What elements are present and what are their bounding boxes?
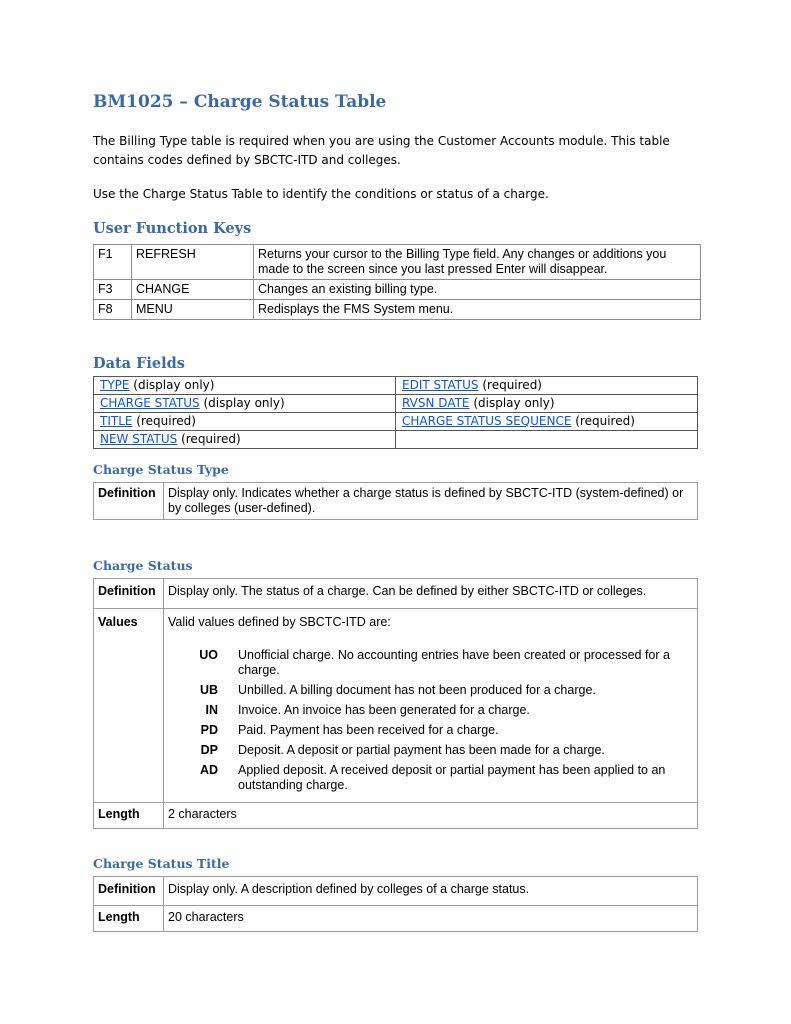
table-row [94,413,698,431]
function-keys-table [93,244,701,320]
table-row [94,877,698,906]
field-cell [396,395,698,413]
value-code: PD [200,723,218,737]
value-desc: Unofficial charge. No accounting entries have been created or processed for a charge. [238,648,670,677]
table-row [94,377,698,395]
values-intro: Valid values defined by SBCTC-ITD are: [168,615,391,629]
field-link-charge-status[interactable]: CHARGE STATUS [100,396,200,410]
field-note: (required) [177,432,241,446]
table-row [94,431,698,449]
table-row [94,280,701,300]
page-title: BM1025 – Charge Status Table [93,92,387,112]
list-item [168,683,693,698]
list-item [168,648,693,678]
field-note: (display only) [469,396,555,410]
table-row [94,803,698,829]
definition-text: Display only. A description defined by colleges of a charge status. [164,877,698,906]
field-note: (required) [478,378,542,392]
field-link-edit-status[interactable]: EDIT STATUS [402,378,479,392]
definition-text: Display only. Indicates whether a charge status is defined by SBCTC-ITD (system-defined) or by colleges (user-defined). [164,483,698,520]
field-cell-empty [396,431,698,449]
list-item [168,763,693,793]
charge-status-table [93,578,698,829]
definition-label: Definition [94,877,164,906]
key-name-cell: CHANGE [132,280,254,300]
length-value: 2 characters [164,803,698,829]
key-cell: F8 [94,300,132,320]
list-item [168,703,693,718]
length-value: 20 characters [164,906,698,932]
intro-paragraph-1: The Billing Type table is required when you are using the Customer Accounts module. This table contains codes defined by SBCTC-ITD and colleges. [93,134,670,167]
key-desc-cell: Returns your cursor to the Billing Type field. Any changes or additions you made to the screen since you last pressed Enter will disappear. [254,245,701,280]
value-code: DP [200,743,218,757]
field-link-charge-status-sequence[interactable]: CHARGE STATUS SEQUENCE [402,414,572,428]
value-desc: Unbilled. A billing document has not been produced for a charge. [238,683,596,697]
table-row [94,906,698,932]
field-cell [396,377,698,395]
data-fields-table [93,376,698,449]
charge-status-title-heading: Charge Status Title [93,856,230,871]
value-code: IN [205,703,218,717]
field-note: (display only) [129,378,215,392]
value-desc: Deposit. A deposit or partial payment has been made for a charge. [238,743,605,757]
field-cell [94,431,396,449]
field-link-rvsn-date[interactable]: RVSN DATE [402,396,470,410]
value-desc: Paid. Payment has been received for a charge. [238,723,499,737]
field-link-new-status[interactable]: NEW STATUS [100,432,178,446]
definition-label: Definition [94,579,164,609]
key-desc-cell: Changes an existing billing type. [254,280,701,300]
values-list [168,648,693,793]
field-cell [396,413,698,431]
field-note: (required) [132,414,196,428]
field-link-title[interactable]: TITLE [100,414,133,428]
charge-status-type-table [93,482,698,520]
key-cell: F1 [94,245,132,280]
table-row [94,395,698,413]
definition-text: Display only. The status of a charge. Can be defined by either SBCTC-ITD or colleges. [164,579,698,609]
list-item [168,743,693,758]
length-label: Length [94,803,164,829]
key-name-cell: MENU [132,300,254,320]
field-note: (required) [571,414,635,428]
values-cell [164,609,698,803]
table-row [94,579,698,609]
intro-paragraph-2: Use the Charge Status Table to identify the conditions or status of a charge. [93,187,549,201]
charge-status-title-table [93,876,698,932]
function-keys-heading: User Function Keys [93,220,252,237]
list-item [168,723,693,738]
values-label: Values [94,609,164,803]
charge-status-heading: Charge Status [93,558,193,573]
value-code: UB [199,683,218,697]
field-cell [94,377,396,395]
field-cell [94,395,396,413]
table-row [94,609,698,803]
table-row [94,300,701,320]
value-desc: Applied deposit. A received deposit or partial payment has been applied to an outstanding charge. [238,763,666,792]
data-fields-heading: Data Fields [93,355,185,372]
key-name-cell: REFRESH [132,245,254,280]
key-cell: F3 [94,280,132,300]
table-row [94,483,698,520]
value-desc: Invoice. An invoice has been generated for a charge. [238,703,530,717]
key-desc-cell: Redisplays the FMS System menu. [254,300,701,320]
field-note: (display only) [199,396,285,410]
table-row [94,245,701,280]
field-link-type[interactable]: TYPE [100,378,130,392]
length-label: Length [94,906,164,932]
definition-label: Definition [94,483,164,520]
charge-status-type-heading: Charge Status Type [93,462,229,477]
value-code: UO [199,648,218,662]
value-code: AD [199,763,218,777]
field-cell [94,413,396,431]
